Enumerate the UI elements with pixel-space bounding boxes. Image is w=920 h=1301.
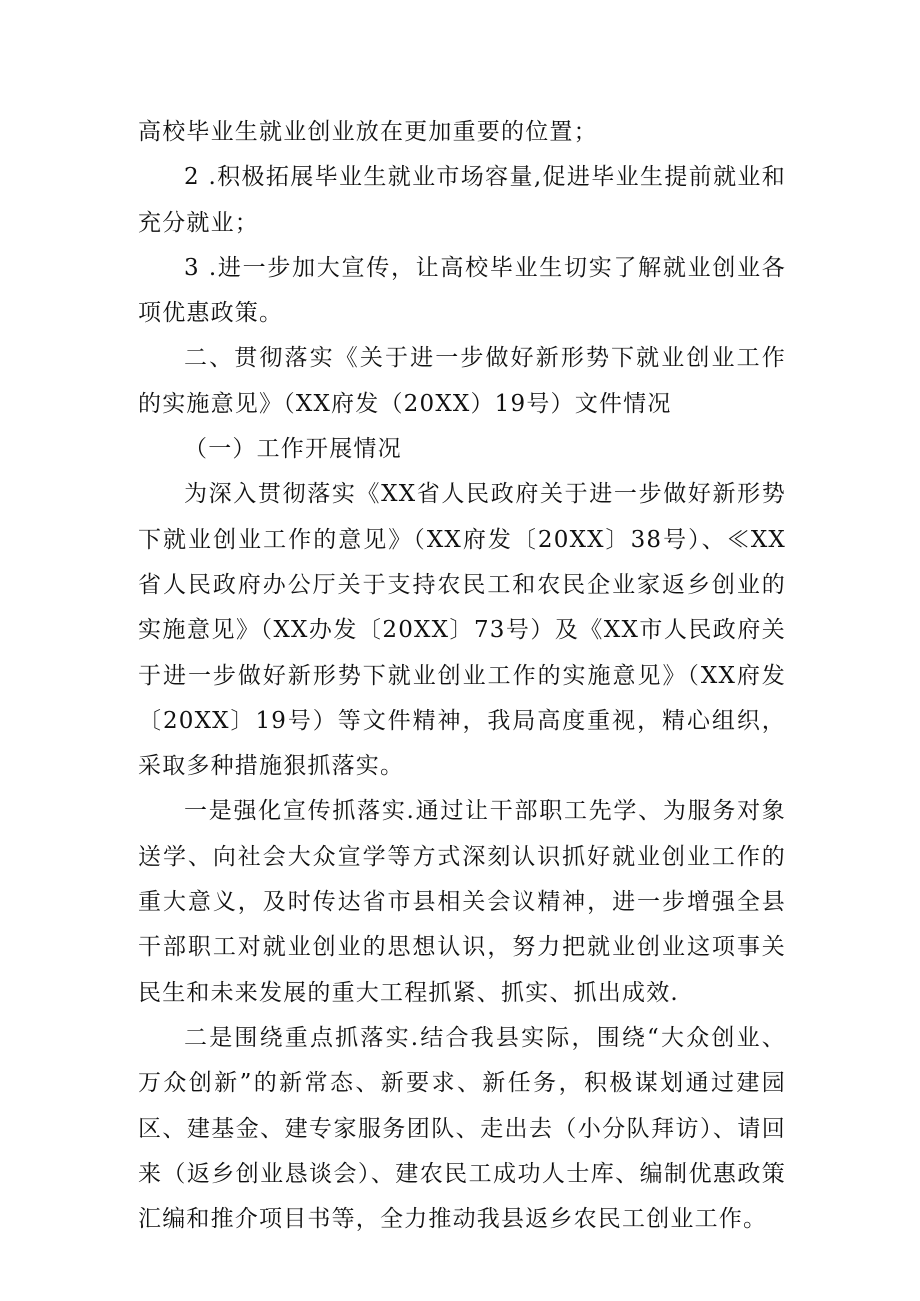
section-heading-2: 二、贯彻落实《关于进一步做好新形势下就业创业工作的实施意见》（XX府发（20XX）19号）文件情况 [138, 345, 786, 417]
paragraph-2: 2 .积极拓展毕业生就业市场容量,促进毕业生提前就业和充分就业； [138, 164, 786, 236]
paragraph-point-2: 二是围绕重点抓落实.结合我县实际，围绕“大众创业、万众创新”的新常态、新要求、新任务，积极谋划通过建园区、建基金、建专家服务团队、走出去（小分队拜访）、请回来（返乡创业恳谈会）、建农民工成功人士库、编制优惠政策汇编和推介项目书等，全力推动我县返乡农民工创业工作。 [138, 1024, 786, 1233]
paragraph-point-1: 一是强化宣传抓落实.通过让干部职工先学、为服务对象送学、向社会大众宣学等方式深刻认识抓好就业创业工作的重大意义，及时传达省市县相关会议精神，进一步增强全县干部职工对就业创业的思想认识，努力把就业创业这项事关民生和未来发展的重大工程抓紧、抓实、抓出成效. [138, 798, 786, 1006]
paragraph-3: 3 .进一步加大宣传，让高校毕业生切实了解就业创业各项优惠政策。 [138, 254, 786, 327]
subsection-heading-1: （一）工作开展情况 [184, 436, 402, 463]
paragraph-intro: 为深入贯彻落实《XX省人民政府关于进一步做好新形势下就业创业工作的意见》（XX府发〔20XX〕38号）、≪XX省人民政府办公厅关于支持农民工和农民企业家返乡创业的实施意见》（XX办发〔20XX〕73号）及《XX市人民政府关于进一步做好新形势下就业创业工作的实施意见》（XX府发〔20XX〕19号）等文件精神，我局高度重视，精心组织，采取多种措施狠抓落实。 [138, 481, 786, 780]
paragraph-1: 高校毕业生就业创业放在更加重要的位置； [138, 119, 598, 145]
document-body [138, 110, 786, 1242]
